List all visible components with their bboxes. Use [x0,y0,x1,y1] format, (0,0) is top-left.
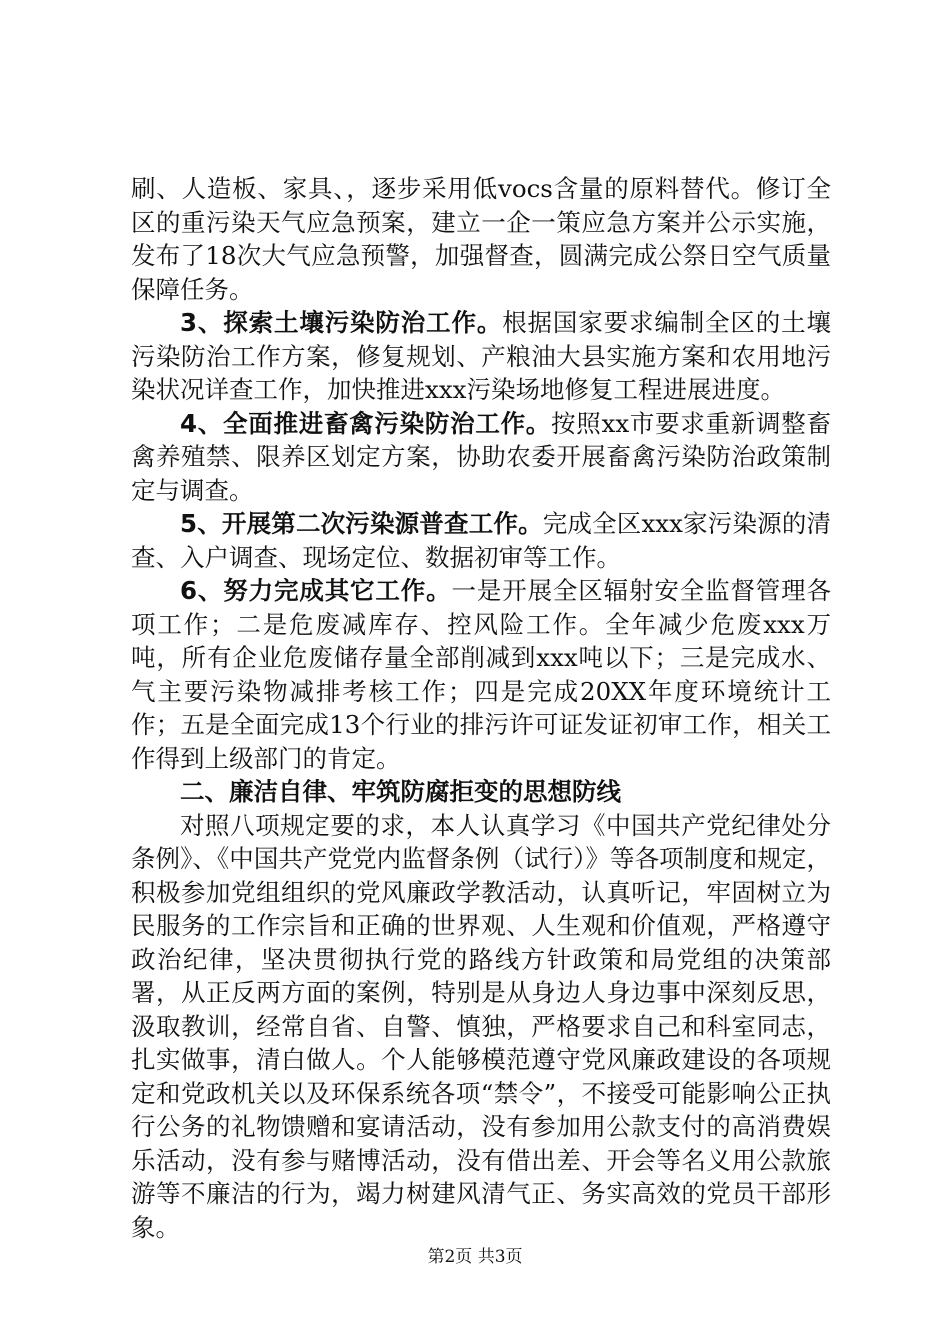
paragraph-other-work [131,574,831,775]
paragraph-livestock-pollution [131,407,831,508]
section-heading: 二、廉洁自律、牢筑防腐拒变的思想防线 [180,777,621,806]
paragraph-text: 按照xx市要求重新调整畜禽养殖禁、限养区划定方案，协助农委开展畜禽污染防治政策制定与调查。 [131,408,832,505]
page-footer: 第2页 共3页 [427,1247,523,1267]
document-body [131,172,831,1244]
paragraph-text: 刷、人造板、家具、，逐步采用低vocs含量的原料替代。修订全区的重污染天气应急预案，建立一企一策应急方案并公示实施，发布了18次大气应急预警，加强督查，圆满完成公祭日空气质量保障任务。 [131,174,831,304]
paragraph-text: 根据国家要求编制全区的土壤污染防治工作方案，修复规划、产粮油大县实施方案和农用地污染状况详查工作，加快推进xxx污染场地修复工程进展进度。 [131,308,831,404]
paragraph-pollution-census [131,507,831,574]
paragraph-soil-pollution [131,306,831,407]
paragraph-lead: 3、探索土壤污染防治工作。 [180,308,503,337]
paragraph-lead: 4、全面推进畜禽污染防治工作。 [180,408,552,438]
paragraph-integrity [131,809,831,1245]
paragraph-text: 对照八项规定要的求，本人认真学习《中国共产党纪律处分条例》、《中国共产党党内监督条例（试行）》等各项制度和规定，积极参加党组组织的党风廉政学教活动，认真听记，牢固树立为民服务的工作宗旨和正确的世界观、人生观和价值观，严格遵守政治纪律，坚决贯彻执行党的路线方针政策和局党组的决策部署，从正反两方面的案例，特别是从身边人身边事中深刻反思，汲取教训，经常自省、自警、慎独，严格要求自己和科室同志，扎实做事，清白做人。个人能够模范遵守党风廉政建设的各项规定和党政机关以及环保系统各项“禁令”，不接受可能影响公正执行公务的礼物馈赠和宴请活动，没有参加用公款支付的高消费娱乐活动，没有参与赌博活动，没有借出差、开会等名义用公款旅游等不廉洁的行为，竭力树建风清气正、务实高效的党员干部形象。 [131,810,831,1242]
paragraph-lead: 5、开展第二次污染源普查工作。 [180,509,543,538]
paragraph-text: 一是开展全区辐射安全监督管理各项工作；二是危废减库存、控风险工作。全年减少危废xxx万吨，所有企业危废储存量全部削减到xxx吨以下；三是完成水、气主要污染物减排考核工作；四是完成20XX年度环境统计工作；五是全面完成13个行业的排污许可证发证初审工作，相关工作得到上级部门的肯定。 [131,576,832,773]
paragraph-continuation [131,172,831,306]
paragraph-lead: 6、努力完成其它工作。 [180,576,452,605]
paragraph-text: 完成全区xxx家污染源的清查、入户调查、现场定位、数据初审等工作。 [131,509,832,572]
